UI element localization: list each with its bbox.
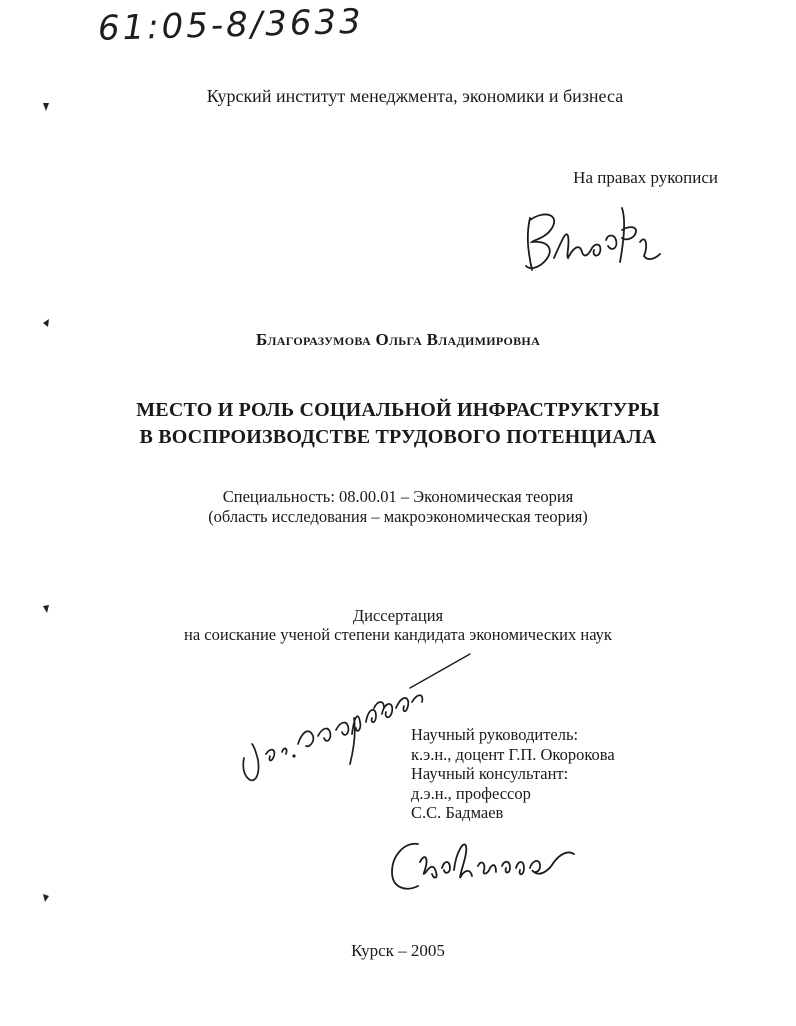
manuscript-rights-note: На правах рукописи (573, 168, 718, 187)
advisors-block (411, 725, 615, 823)
author-signature (522, 200, 672, 280)
dissertation-line: Диссертация (352, 606, 444, 625)
consultant-signature (384, 832, 614, 902)
margin-mark (42, 318, 50, 328)
specialty-block (0, 487, 796, 527)
advisor-name: к.э.н., доцент Г.П. Окорокова (411, 744, 615, 764)
specialty-line: Специальность: 08.00.01 – Экономическая теория (222, 487, 574, 506)
dissertation-line: на соискание ученой степени кандидата экономических наук (184, 625, 612, 644)
author-name: Благоразумова Ольга Владимировна (255, 330, 541, 349)
margin-mark (42, 893, 50, 903)
consultant-degree: д.э.н., профессор (411, 783, 531, 803)
institute-name: Курский институт менеджмента, экономики и бизнеса (206, 86, 624, 106)
title-line: В ВОСПРОИЗВОДСТВЕ ТРУДОВОГО ПОТЕНЦИАЛА (139, 426, 657, 448)
consultant-role-label: Научный консультант: (411, 764, 569, 783)
advisor-role-label: Научный руководитель: (411, 725, 579, 744)
archive-code-handwritten: 61:05-8/3633 (97, 1, 365, 49)
specialty-line: (область исследования – макроэкономическая теория) (208, 507, 588, 526)
dissertation-title (0, 397, 796, 451)
consultant-name: С.С. Бадмаев (411, 803, 504, 822)
dissertation-type-block (0, 606, 796, 644)
title-line: МЕСТО И РОЛЬ СОЦИАЛЬНОЙ ИНФРАСТРУКТУРЫ (136, 399, 660, 421)
place-and-year: Курск – 2005 (351, 941, 445, 960)
